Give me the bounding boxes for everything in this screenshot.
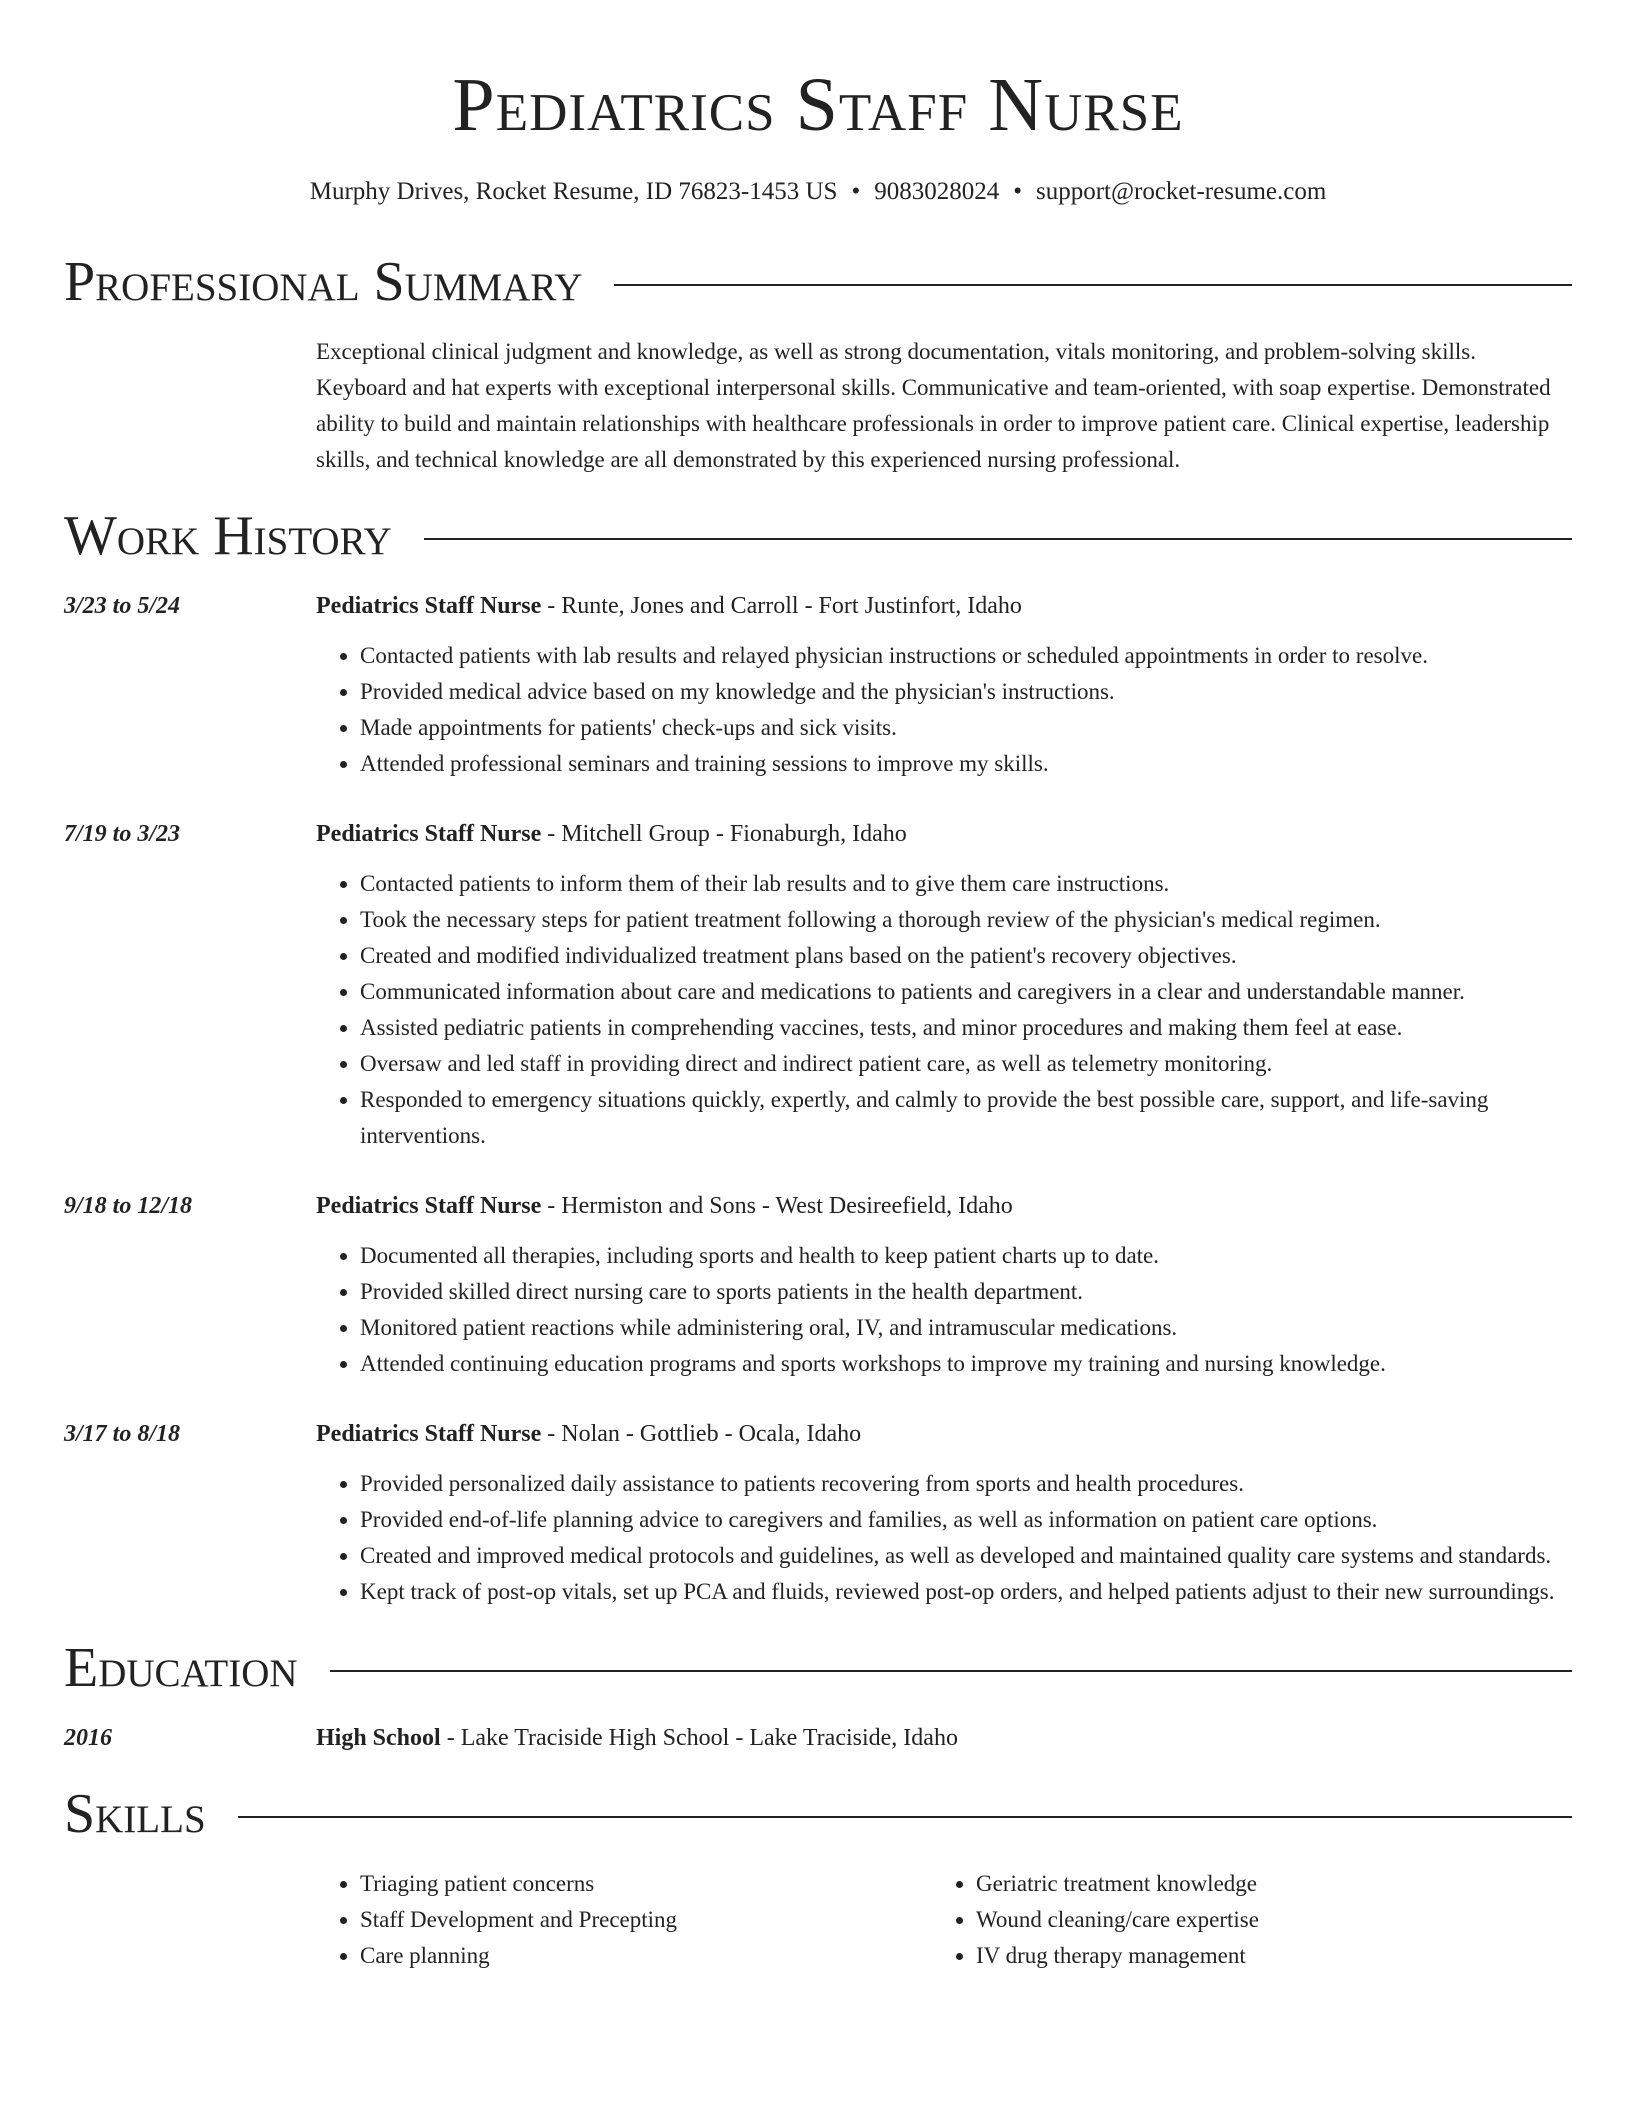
job-title: Pediatrics Staff Nurse xyxy=(316,593,542,619)
work-heading: Work History xyxy=(64,505,392,567)
education-title-line xyxy=(316,1720,1572,1756)
job-title: Pediatrics Staff Nurse xyxy=(316,1193,542,1219)
contact-separator: • xyxy=(1013,178,1022,205)
job-title-line xyxy=(316,588,1572,624)
job-details: - Hermiston and Sons - West Desireefield, Idaho xyxy=(541,1193,1013,1219)
summary-heading: Professional Summary xyxy=(64,251,583,313)
list-item: • Provided end-of-life planning advice to caregivers and families, as well as information on patient care options. xyxy=(360,1502,1572,1538)
skill-item: • Triaging patient concerns xyxy=(360,1866,932,1902)
education-section-header xyxy=(64,1636,1572,1700)
skill-item: • Wound cleaning/care expertise xyxy=(976,1902,1548,1938)
job-details: - Nolan - Gottlieb - Ocala, Idaho xyxy=(541,1421,862,1447)
education-degree: High School xyxy=(316,1725,441,1751)
skills-list xyxy=(316,1866,1572,1974)
list-item: • Communicated information about care and medications to patients and caregivers in a clear and understandable manner. xyxy=(360,974,1572,1010)
resume-page xyxy=(64,0,1572,1974)
job-title: Pediatrics Staff Nurse xyxy=(316,1421,542,1447)
job-bullets xyxy=(316,866,1572,1154)
list-item: • Took the necessary steps for patient treatment following a thorough review of the physician's medical regimen. xyxy=(360,902,1572,938)
section-divider xyxy=(238,1816,1572,1818)
job-entry xyxy=(64,1416,1572,1610)
education-details: - Lake Traciside High School - Lake Traciside, Idaho xyxy=(440,1725,958,1751)
list-item: • Created and modified individualized treatment plans based on the patient's recovery objectives. xyxy=(360,938,1572,974)
section-divider xyxy=(424,538,1572,540)
list-item: • Provided skilled direct nursing care to sports patients in the health department. xyxy=(360,1274,1572,1310)
job-bullets xyxy=(316,1238,1572,1382)
job-body xyxy=(316,816,1572,1154)
candidate-name: Pediatrics Staff Nurse xyxy=(452,63,1184,147)
job-title: Pediatrics Staff Nurse xyxy=(316,821,542,847)
skill-item: • Care planning xyxy=(360,1938,932,1974)
list-item: • Documented all therapies, including sports and health to keep patient charts up to date. xyxy=(360,1238,1572,1274)
list-item: • Created and improved medical protocols and guidelines, as well as developed and maintained quality care systems and standards. xyxy=(360,1538,1572,1574)
job-bullets xyxy=(316,638,1572,782)
list-item: • Kept track of post-op vitals, set up PCA and fluids, reviewed post-op orders, and helped patients adjust to their new surroundings. xyxy=(360,1574,1572,1610)
list-item: • Monitored patient reactions while administering oral, IV, and intramuscular medications. xyxy=(360,1310,1572,1346)
summary-section-header xyxy=(64,250,1572,314)
job-details: - Mitchell Group - Fionaburgh, Idaho xyxy=(541,821,907,847)
job-dates: 9/18 to 12/18 xyxy=(64,1193,193,1219)
list-item: • Made appointments for patients' check-ups and sick visits. xyxy=(360,710,1572,746)
list-item: • Contacted patients to inform them of their lab results and to give them care instructions. xyxy=(360,866,1572,902)
contact-address: Murphy Drives, Rocket Resume, ID 76823-1453 US xyxy=(309,178,838,205)
skill-item: • Geriatric treatment knowledge xyxy=(976,1866,1548,1902)
contact-phone: 9083028024 xyxy=(874,178,1000,205)
skill-item: • IV drug therapy management xyxy=(976,1938,1548,1974)
section-divider xyxy=(614,284,1572,286)
job-details: - Runte, Jones and Carroll - Fort Justinfort, Idaho xyxy=(541,593,1022,619)
education-heading: Education xyxy=(64,1637,298,1699)
job-dates: 3/17 to 8/18 xyxy=(64,1421,181,1447)
skills-column-right xyxy=(932,1866,1548,1974)
summary-text: Exceptional clinical judgment and knowledge, as well as strong documentation, vitals monitoring, and problem-solving skills. Keyboard and hat experts with exceptional interpersonal skills. Communicative and team-oriented, with soap expertise. Demonstrated ability to build and maintain relationships with healthcare professionals in order to improve patient care. Clinical expertise, leadership skills, and technical knowledge are all demonstrated by this experienced nursing professional. xyxy=(316,339,1551,472)
job-title-line xyxy=(316,816,1572,852)
skills-section-header xyxy=(64,1782,1572,1846)
job-entry xyxy=(64,1188,1572,1382)
job-dates: 7/19 to 3/23 xyxy=(64,821,181,847)
skills-column-left xyxy=(316,1866,932,1974)
job-entry xyxy=(64,588,1572,782)
skills-heading: Skills xyxy=(64,1783,206,1845)
list-item: • Contacted patients with lab results and relayed physician instructions or scheduled appointments in order to resolve. xyxy=(360,638,1572,674)
job-title-line xyxy=(316,1416,1572,1452)
work-section-header xyxy=(64,504,1572,568)
list-item: • Provided medical advice based on my knowledge and the physician's instructions. xyxy=(360,674,1572,710)
education-year: 2016 xyxy=(64,1725,112,1751)
list-item: • Provided personalized daily assistance to patients recovering from sports and health procedures. xyxy=(360,1466,1572,1502)
contact-separator: • xyxy=(851,178,861,205)
job-body xyxy=(316,1188,1572,1382)
section-divider xyxy=(330,1670,1572,1672)
list-item: • Attended professional seminars and training sessions to improve my skills. xyxy=(360,746,1572,782)
list-item: • Oversaw and led staff in providing direct and indirect patient care, as well as telemetry monitoring. xyxy=(360,1046,1572,1082)
education-entry xyxy=(64,1720,1572,1756)
job-dates: 3/23 to 5/24 xyxy=(64,593,181,619)
list-item: • Responded to emergency situations quickly, expertly, and calmly to provide the best possible care, support, and life-saving interventions. xyxy=(360,1082,1572,1154)
job-body xyxy=(316,588,1572,782)
job-entry xyxy=(64,816,1572,1154)
skill-item: • Staff Development and Precepting xyxy=(360,1902,932,1938)
job-bullets xyxy=(316,1466,1572,1610)
work-history-list xyxy=(64,588,1572,1610)
job-title-line xyxy=(316,1188,1572,1224)
contact-email: support@rocket-resume.com xyxy=(1035,178,1327,205)
contact-line xyxy=(64,176,1572,208)
list-item: • Attended continuing education programs and sports workshops to improve my training and nursing knowledge. xyxy=(360,1346,1572,1382)
list-item: • Assisted pediatric patients in comprehending vaccines, tests, and minor procedures and making them feel at ease. xyxy=(360,1010,1572,1046)
education-body xyxy=(316,1720,1572,1756)
job-body xyxy=(316,1416,1572,1610)
